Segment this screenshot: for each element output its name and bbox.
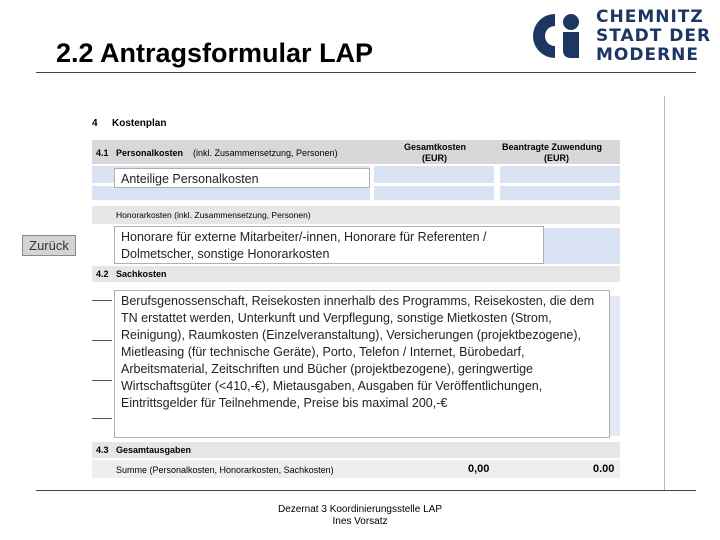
section-42-number: 4.2: [96, 269, 109, 279]
col-total-header: Gesamtkosten: [404, 142, 467, 152]
form-border: [664, 96, 665, 490]
slide-title: 2.2 Antragsformular LAP: [56, 38, 374, 68]
sum-grant-value: 0.00: [593, 463, 615, 475]
sachkosten-row-line: [92, 300, 112, 301]
title-divider: [36, 72, 696, 73]
tooltip-personalkosten: Anteilige Personalkosten: [114, 168, 370, 188]
personalkosten-grant-field-1[interactable]: [500, 166, 620, 183]
footer-divider: [36, 490, 696, 491]
section-4-title: Kostenplan: [112, 118, 167, 129]
sachkosten-row-line: [92, 418, 112, 419]
section-43-number: 4.3: [96, 445, 109, 455]
personalkosten-description-field-2[interactable]: [92, 186, 370, 200]
section-43-title: Gesamtausgaben: [116, 445, 192, 455]
sachkosten-row-line: [92, 340, 112, 341]
section-41-title: Personalkosten: [116, 148, 184, 158]
section-41-subtitle: (inkl. Zusammensetzung, Personen): [193, 148, 338, 158]
tooltip-honorarkosten: Honorare für externe Mitarbeiter/-innen, Honorare für Referenten / Dolmetscher, sonstige Honorarkosten: [114, 226, 544, 264]
personalkosten-grant-field-2[interactable]: [500, 186, 620, 200]
personalkosten-total-field-1[interactable]: [374, 166, 494, 183]
section-4-number: 4: [92, 118, 98, 129]
sachkosten-header: [92, 266, 620, 282]
cost-plan-form: [88, 110, 664, 490]
section-41-number: 4.1: [96, 148, 109, 158]
footer-department: Dezernat 3 Koordinierungsstelle LAP: [278, 504, 442, 515]
personalkosten-total-field-2[interactable]: [374, 186, 494, 200]
back-button[interactable]: Zurück: [22, 235, 76, 256]
col-grant-unit: (EUR): [544, 153, 569, 163]
sachkosten-row-line: [92, 380, 112, 381]
sum-label: Summe (Personalkosten, Honorarkosten, Sachkosten): [116, 465, 334, 475]
sum-total-value: 0,00: [468, 463, 490, 475]
section-42-title: Sachkosten: [116, 269, 167, 279]
tooltip-sachkosten: Berufsgenossenschaft, Reisekosten innerhalb des Programms, Reisekosten, die dem TN erstattet werden, Unterkunft und Verpflegung, sonstige Mietkosten (Strom, Reinigung), Raumkosten (Einzelveranstaltung), Versicherungen (projektbezogene), Mietleasing (für technische Geräte), Porto, Telefon / Internet, Bürobedarf, Arbeitsmaterial, Zeitschriften und Bücher (projektbezogene), geringwertige Wirtschaftsgüter (<410,-€), Mietausgaben, Ausgaben für Veröffentlichungen, Eintrittsgelder für Teilnehmende, Preise bis maximal 200,-€: [114, 290, 610, 438]
chemnitz-logo-icon: [527, 8, 583, 64]
footer-author: Ines Vorsatz: [332, 516, 388, 527]
logo-text-line1: CHEMNITZ: [596, 7, 704, 27]
logo-text-line2: STADT DER: [596, 26, 712, 46]
col-total-unit: (EUR): [422, 153, 447, 163]
col-grant-header: Beantragte Zuwendung: [502, 142, 603, 152]
logo-text-line3: MODERNE: [596, 45, 700, 65]
honorarkosten-title: Honorarkosten (inkl. Zusammensetzung, Personen): [116, 210, 311, 220]
